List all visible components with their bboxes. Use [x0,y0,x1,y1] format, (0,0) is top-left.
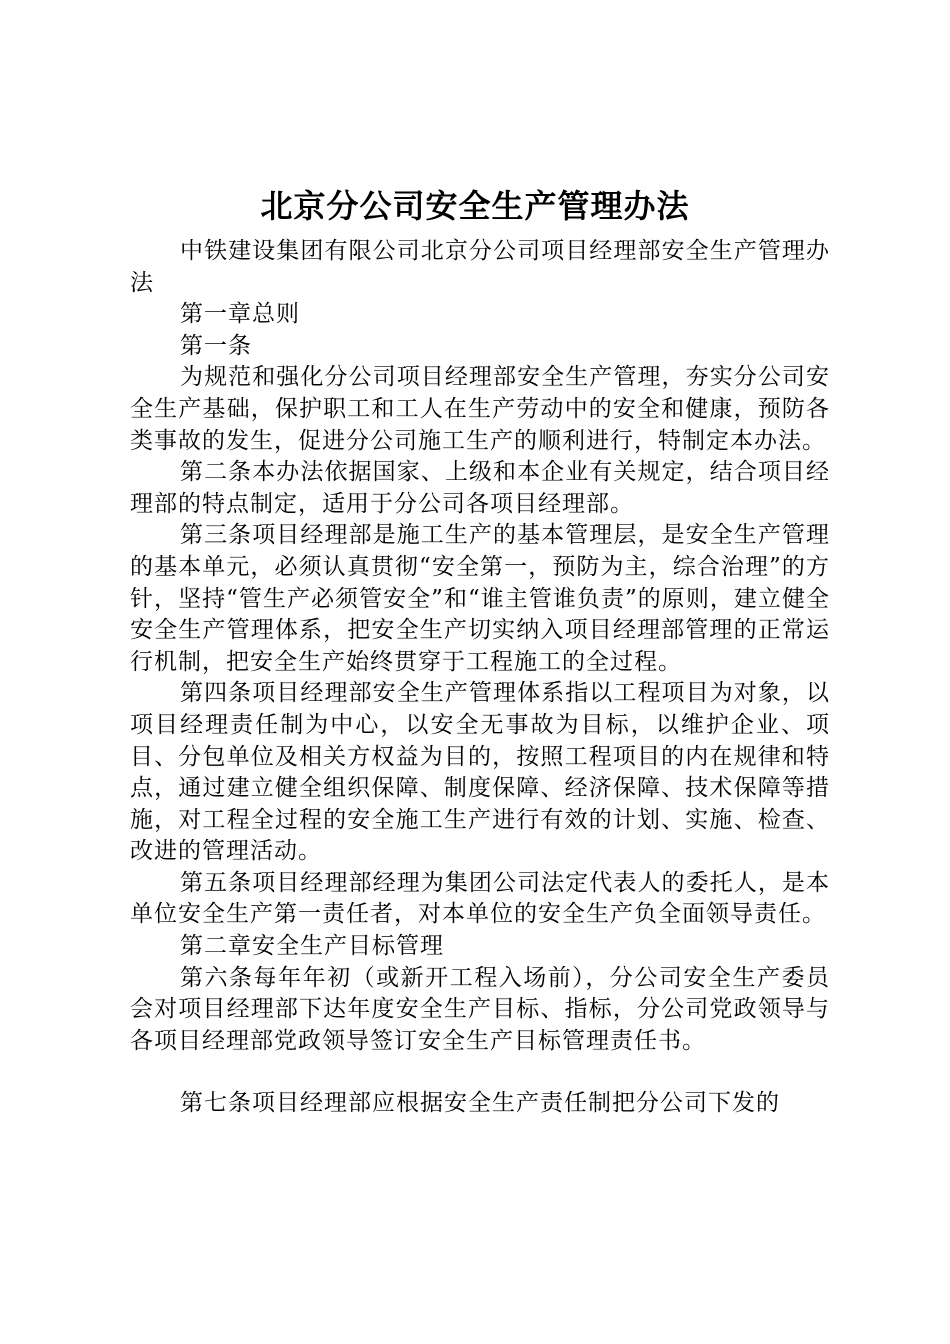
article-heading: 第一条 [180,332,252,359]
body-paragraph: 第四条项目经理部安全生产管理体系指以工程项目为对象，以项目经理责任制为中心，以安全无事故为目标，以维护企业、项目、分包单位及相关方权益为目的，按照工程项目的内在规律和特点，通过建立健全组织保障、制度保障、经济保障、技术保障等措施，对工程全过程的安全施工生产进行有效的计划、实施、检查、改进的管理活动。 [130,680,830,865]
body-paragraph: 第七条项目经理部应根据安全生产责任制把分公司下发的 [180,1090,780,1117]
body-paragraph: 第五条项目经理部经理为集团公司法定代表人的委托人，是本单位安全生产第一责任者，对本单位的安全生产负全面领导责任。 [130,869,830,928]
body-paragraph: 第六条每年年初（或新开工程入场前），分公司安全生产委员会对项目经理部下达年度安全生产目标、指标，分公司党政领导与各项目经理部党政领导签订安全生产目标管理责任书。 [130,964,830,1054]
body-paragraph: 为规范和强化分公司项目经理部安全生产管理，夯实分公司安全生产基础，保护职工和工人在生产劳动中的安全和健康，预防各类事故的发生，促进分公司施工生产的顺利进行，特制定本办法。 [130,364,830,454]
document-title: 北京分公司安全生产管理办法 [260,187,690,225]
body-paragraph: 第三条项目经理部是施工生产的基本管理层，是安全生产管理的基本单元，必须认真贯彻“安全第一，预防为主，综合治理”的方针，坚持“管生产必须管安全”和“谁主管谁负责”的原则，建立健全安全生产管理体系，把安全生产切实纳入项目经理部管理的正常运行机制，把安全生产始终贯穿于工程施工的全过程。 [130,522,830,675]
subtitle-paragraph: 中铁建设集团有限公司北京分公司项目经理部安全生产管理办法 [130,238,830,296]
document-body [130,236,830,1120]
chapter-heading: 第二章安全生产目标管理 [180,933,444,960]
chapter-heading: 第一章总则 [180,301,300,328]
body-paragraph: 第二条本办法依据国家、上级和本企业有关规定，结合项目经理部的特点制定，适用于分公司各项目经理部。 [130,459,830,517]
